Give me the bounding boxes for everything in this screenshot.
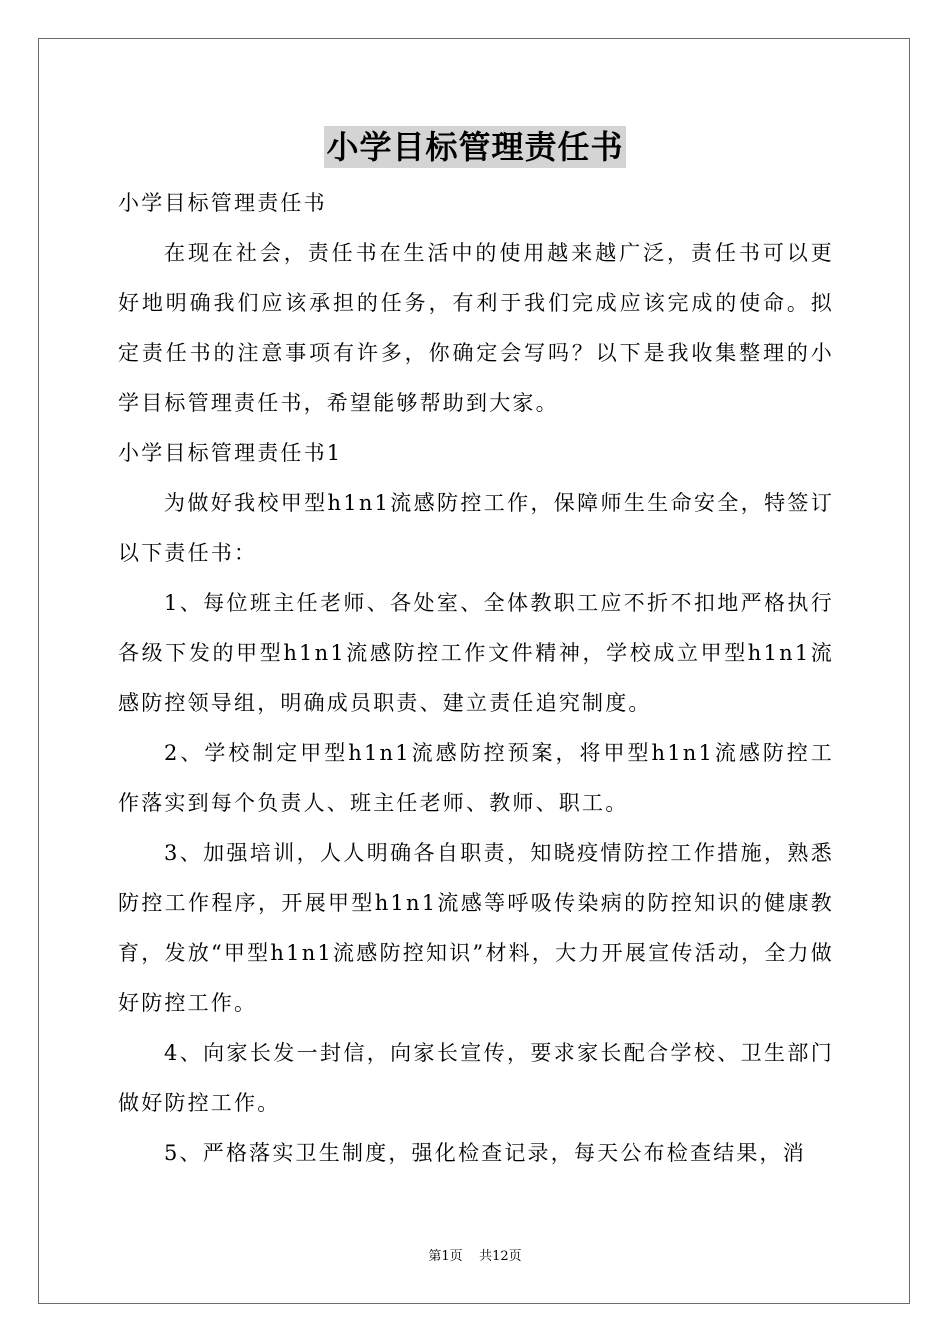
document-body: [118, 178, 834, 1178]
document-title: 小学目标管理责任书: [326, 128, 624, 166]
list-item: 1、每位班主任老师、各处室、全体教职工应不折不扣地严格执行各级下发的甲型h1n1流感防控工作文件精神，学校成立甲型h1n1流感防控领导组，明确成员职责、建立责任追究制度。: [118, 591, 834, 715]
list-item: 5、严格落实卫生制度，强化检查记录，每天公布检查结果，消: [164, 1141, 806, 1165]
page-total: 共12页: [479, 1249, 522, 1264]
page-number: 第1页: [428, 1249, 463, 1264]
document-subtitle: 小学目标管理责任书: [118, 191, 327, 215]
section-heading: 小学目标管理责任书1: [118, 441, 343, 465]
intro-paragraph: 在现在社会，责任书在生活中的使用越来越广泛，责任书可以更好地明确我们应该承担的任务，有利于我们完成应该完成的使命。拟定责任书的注意事项有许多，你确定会写吗？以下是我收集整理的小学目标管理责任书，希望能够帮助到大家。: [118, 241, 834, 415]
list-item: 4、向家长发一封信，向家长宣传，要求家长配合学校、卫生部门做好防控工作。: [118, 1041, 834, 1115]
title-wrap: [0, 126, 950, 168]
list-item: 3、加强培训，人人明确各自职责，知晓疫情防控工作措施，熟悉防控工作程序，开展甲型h1n1流感等呼吸传染病的防控知识的健康教育，发放“甲型h1n1流感防控知识”材料，大力开展宣传活动，全力做好防控工作。: [118, 841, 834, 1015]
list-item: 2、学校制定甲型h1n1流感防控预案，将甲型h1n1流感防控工作落实到每个负责人、班主任老师、教师、职工。: [118, 741, 834, 815]
page-footer: [0, 1248, 950, 1266]
section-intro-paragraph: 为做好我校甲型h1n1流感防控工作，保障师生生命安全，特签订以下责任书：: [118, 491, 834, 565]
